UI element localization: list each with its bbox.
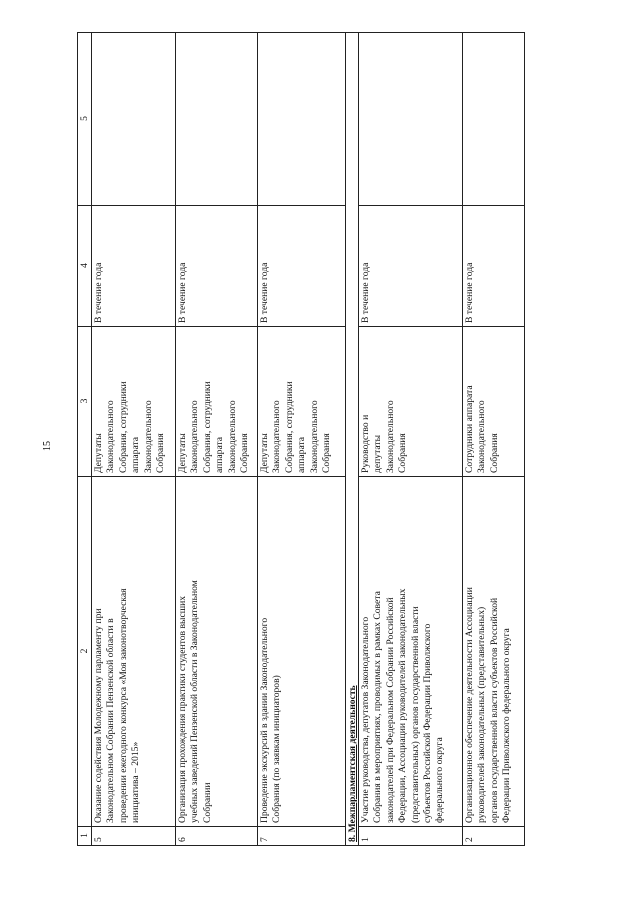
column-header-4: 4 [79, 263, 90, 268]
activity-text: Участие руководства, депутатов Законодательного Собрания в мероприятиях, проводимых в рамках Совета законодателей при Федеральном Собрании Российской Федерации, Ассоциации руководителей законодательных (представительных) органов государственной власти субъектов Российской Федерации Приволжского федерального округа [360, 588, 446, 823]
row-number: 7 [259, 837, 270, 842]
column-header-1: 1 [79, 833, 90, 838]
note [93, 35, 175, 202]
note [360, 35, 462, 202]
row-divider [77, 32, 78, 846]
column-divider [77, 826, 345, 827]
column-divider [77, 476, 345, 477]
row-number: 6 [177, 837, 188, 842]
row-divider [358, 32, 359, 846]
row-number: 2 [464, 837, 475, 842]
column-divider [358, 205, 525, 206]
column-divider [77, 326, 345, 327]
note [464, 35, 524, 202]
activity-text: Организация прохождения практики студентов высших учебных заведений Пензенской области в Законодательном Собрании [177, 580, 213, 823]
row-number: 5 [93, 837, 104, 842]
column-divider [358, 476, 525, 477]
note [177, 35, 257, 202]
column-divider [358, 826, 525, 827]
term: В течение года [464, 262, 475, 323]
section-title: 8. Межпарламентская деятельность [347, 685, 358, 842]
activity-text: Оказание содействия Молодежному парламенту при Законодательном Собрании Пензенской области в проведении ежегодного конкурса «Моя законотворческая инициатива – 2015» [93, 588, 142, 823]
executors: Депутаты Законодательного Собрания, сотрудники аппарата Законодательного Собрания [93, 381, 167, 473]
column-divider [77, 205, 345, 206]
executors: Сотрудники аппарата Законодательного Собрания [464, 385, 500, 473]
activity-text: Организационное обеспечение деятельности Ассоциации руководителей законодательных (представительных) органов государственной власти субъектов Российской Федерации Приволжского федерального округа [464, 587, 513, 823]
column-header-3: 3 [79, 398, 90, 404]
note [259, 35, 345, 202]
executors: Депутаты Законодательного Собрания, сотрудники аппарата Законодательного Собрания [177, 381, 251, 473]
column-divider [77, 32, 525, 33]
executors: Руководство и депутаты Законодательного Собрания [360, 400, 409, 473]
row-divider [91, 32, 92, 846]
term: В течение года [93, 262, 104, 323]
column-divider [358, 326, 525, 327]
row-number: 1 [360, 837, 371, 842]
term: В течение года [177, 262, 188, 323]
activity-text: Проведение экскурсий в здании Законодательного Собрания (по заявкам инициаторов) [259, 617, 283, 823]
row-divider [462, 32, 463, 846]
page-number: 15 [42, 441, 53, 451]
row-divider [524, 32, 525, 846]
term: В течение года [360, 262, 371, 323]
row-divider [175, 32, 176, 846]
column-header-2: 2 [79, 648, 90, 654]
term: В течение года [259, 262, 270, 323]
executors: Депутаты Законодательного Собрания, сотрудники аппарата Законодательного Собрания [259, 381, 333, 473]
column-divider [77, 845, 525, 846]
column-header-5: 5 [79, 116, 90, 121]
row-divider [257, 32, 258, 846]
row-divider [345, 32, 346, 846]
